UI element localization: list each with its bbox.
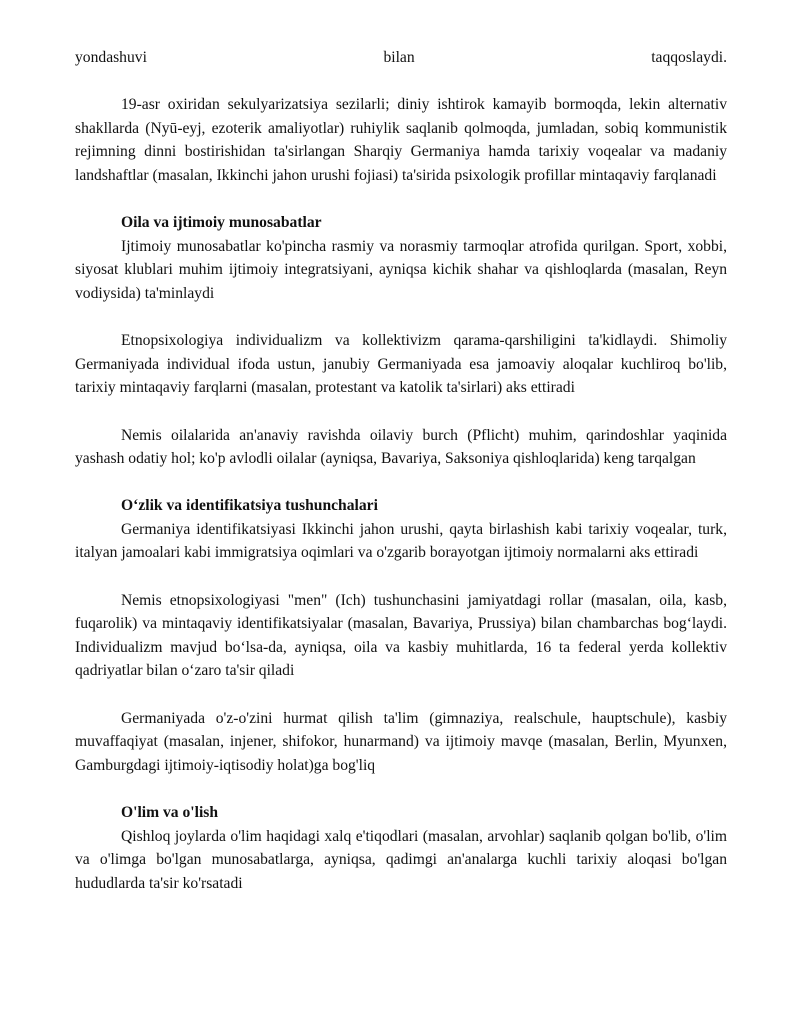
paragraph-social-relations: Ijtimoiy munosabatlar ko'pincha rasmiy va norasmiy tarmoqlar atrofida qurilgan. Sport, xobbi, siyosat klublari muhim ijtimoiy integratsiyani, ayniqsa kichik shahar va qishloqlarda (masalan, Reyn vodiysida) ta'minlaydi — [75, 237, 727, 302]
heading-death: O'lim va o'lish — [121, 804, 219, 821]
document-page — [75, 46, 727, 895]
heading-identity: O‘zlik va identifikatsiya tushunchalari — [121, 497, 378, 515]
continued-word-center: bilan — [383, 49, 415, 66]
paragraph-german-identity: Germaniya identifikatsiyasi Ikkinchi jahon urushi, qayta birlashish kabi tarixiy voqealar, turk, italyan jamoalari kabi immigratsiya oqimlari va o'zgarib borayotgan ijtimoiy normalarni aks ettiradi — [75, 520, 727, 562]
paragraph-self-esteem: Germaniyada o'z-o'zini hurmat qilish ta'lim (gimnaziya, realschule, hauptschule), kasbiy muvaffaqiyat (masalan, injener, shifokor, hunarmand) va ijtimoiy mavqe (masalan, Berlin, Myunxen, Gamburgdagi ijtimoiy-iqtisodiy holat)ga bog'liq — [75, 709, 727, 774]
paragraph-self-concept: Nemis etnopsixologiyasi "men" (Ich) tushunchasini jamiyatdagi rollar (masalan, oila, kasb, fuqarolik) va mintaqaviy identifikatsiyalar (masalan, Bavariya, Prussiya) bilan chambarchas bog‘laydi. Individualizm mavjud bo‘lsa-da, ayniqsa, oila va kasbiy muhitlarda, 16 ta federal yerda kollektiv qadriyatlar bilan o‘zaro ta'sir qiladi — [75, 591, 727, 680]
paragraph-family-duty: Nemis oilalarida an'anaviy ravishda oilaviy burch (Pflicht) muhim, qarindoshlar yaqinida yashash odatiy hol; ko'p avlodli oilalar (ayniqsa, Bavariya, Saksoniya qishloqlarida) keng tarqalgan — [75, 426, 727, 468]
continued-line — [75, 46, 727, 70]
paragraph-death-beliefs: Qishloq joylarda o'lim haqidagi xalq e'tiqodlari (masalan, arvohlar) saqlanib qolgan bo'lib, o'lim va o'limga bo'lgan munosabatlarga, ayniqsa, qadimgi an'analarga kuchli tarixiy aloqasi bo'lgan hududlarda ta'sir ko'rsatadi — [75, 827, 727, 892]
continued-word-right: taqqoslaydi. — [651, 49, 727, 66]
continued-word-left: yondashuvi — [75, 49, 147, 66]
paragraph-individualism: Etnopsixologiya individualizm va kollektivizm qarama-qarshiligini ta'kidlaydi. Shimoliy Germaniyada individual ifoda ustun, janubiy Germaniyada esa jamoaviy aloqalar kuchliroq bo'lib, tarixiy mintaqaviy farqlarni (masalan, protestant va katolik ta'sirlari) aks ettiradi — [75, 332, 727, 397]
paragraph-secularization: 19-asr oxiridan sekulyarizatsiya sezilarli; diniy ishtirok kamayib bormoqda, lekin alternativ shakllarda (Nyū-eyj, ezoterik amaliyotlar) ruhiylik saqlanib qolmoqda, jumladan, sobiq kommunistik rejimning dinni bostirishidan ta'sirlangan Sharqiy Germaniya hamda tarixiy voqealar va madaniy landshaftlar (masalan, Ikkinchi jahon urushi fojiasi) ta'sirida psixologik profillar mintaqaviy farqlanadi — [75, 96, 727, 184]
heading-family-relations: Oila va ijtimoiy munosabatlar — [121, 214, 322, 232]
